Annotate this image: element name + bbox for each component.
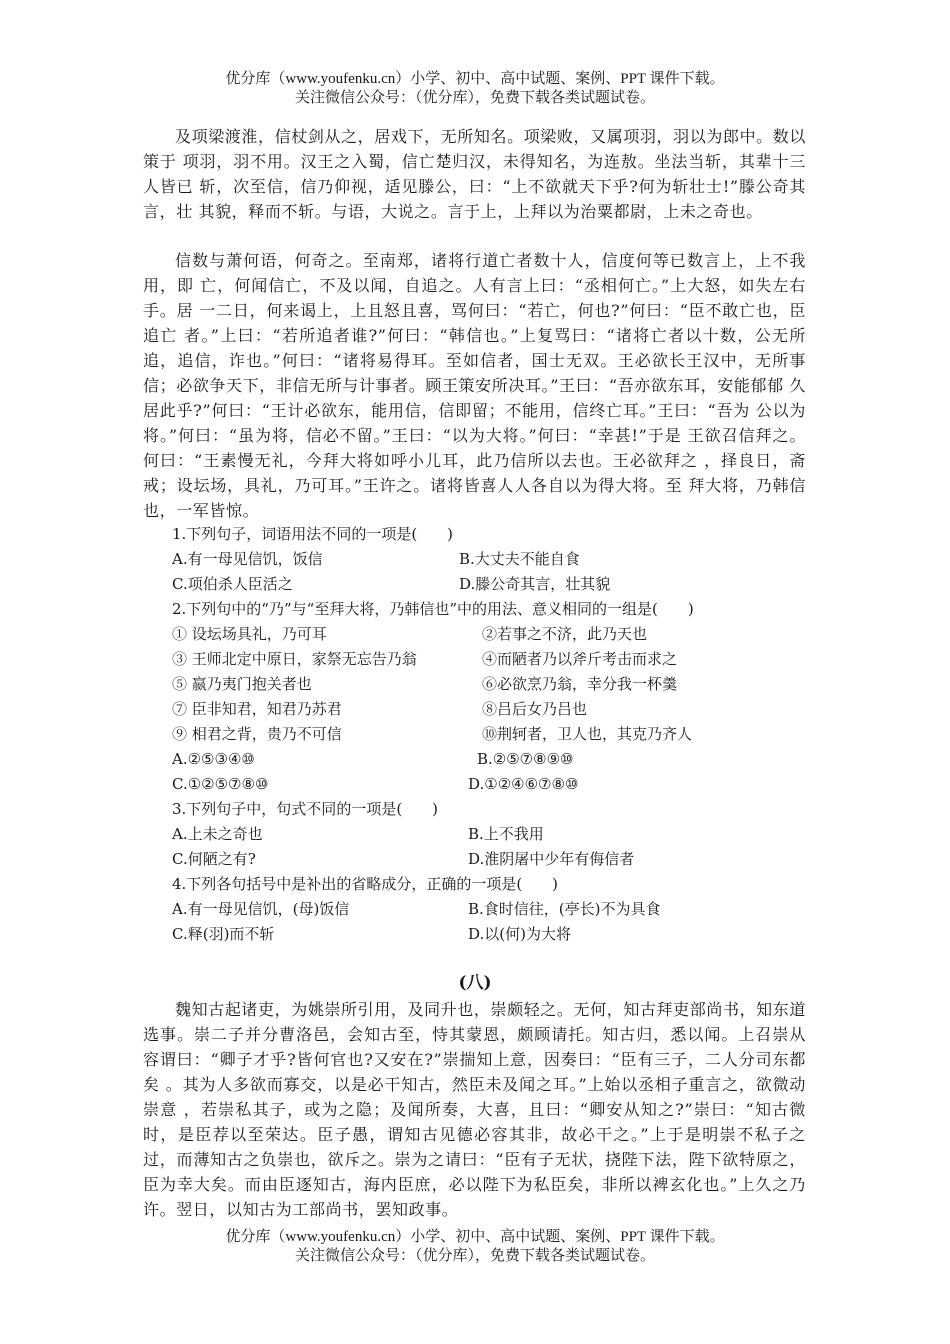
q2-items-row-3 (172, 672, 812, 697)
q1-option-d: D.滕公奇其言，壮其貌 (459, 575, 611, 593)
section-title: (八) (458, 973, 492, 993)
q3-option-b: B.上不我用 (468, 825, 544, 843)
q2-option-b: B.②⑤⑦⑧⑨⑩ (477, 750, 574, 768)
q3-options-row-2 (172, 847, 812, 872)
question-block (172, 522, 812, 947)
q4-option-c: C.释(羽)而不斩 (172, 925, 275, 943)
q4-option-b: B.食时信往，(亭长)不为具食 (468, 900, 661, 918)
q2-options-row-1 (172, 747, 812, 772)
q2-item: ⑧吕后女乃吕也 (482, 700, 588, 718)
q2-option-d: D.①②④⑥⑦⑧⑩ (468, 775, 579, 793)
q2-item: ① 设坛场具礼，乃可耳 (172, 625, 327, 643)
q1-options-row-1 (172, 547, 812, 572)
q2-options-row-2 (172, 772, 812, 797)
q2-item: ⑤ 嬴乃夷门抱关者也 (172, 675, 312, 693)
q3-options-row-1 (172, 822, 812, 847)
q3-option-d: D.淮阴屠中少年有侮信者 (468, 850, 635, 868)
q2-items-row-2 (172, 647, 812, 672)
q1-option-a: A.有一母见信饥，饭信 (172, 550, 323, 568)
q2-item: ⑩荆轲者，卫人也，其克乃齐人 (482, 725, 693, 743)
q4-option-a: A.有一母见信饥，(母)饭信 (172, 900, 350, 918)
q4-options-row-1 (172, 897, 812, 922)
passage-paragraph-2: 信数与萧何语，何奇之。至南郑，诸将行道亡者数十人，信度何等已数言上，上不我用，即 亡，何闻信亡，不及以闻，自追之。人有言上曰：“丞相何亡。”上大怒，如失左右手。居 一二日，何来谒上，上且怒且喜，骂何曰：“若亡，何也?”何曰：“臣不敢亡也，臣追亡 者。”上曰：“若所追者谁?”何曰：“韩信也。”上复骂曰：“诸将亡者以十数，公无所 追，追信，诈也。”何曰：“诸将易得耳。至如信者，国士无双。王必欲长王汉中，无所事 信；必欲争天下，非信无所与计事者。顾王策安所决耳。”王曰：“吾亦欲东耳，安能郁郁 久居此乎?”何曰：“王计必欲东，能用信，信即留；不能用，信终亡耳。”王曰：“吾为 公以为将。”何曰：“虽为将，信必不留。”王曰：“以为大将。”何曰：“幸甚!”于是 王欲召信拜之。何曰：“王素慢无礼，今拜大将如呼小儿耳，此乃信所以去也。王必欲拜之 ，择良日，斋戒；设坛场，具礼，乃可耳。”王许之。诸将皆喜人人各自以为得大将。至 拜大将，乃韩信也，一军皆惊。 (143, 251, 806, 520)
q2-items-row-5 (172, 722, 812, 747)
q2-item: ⑨ 相君之背，贵乃不可信 (172, 725, 342, 743)
q1-options-row-2 (172, 572, 812, 597)
q3-stem: 3.下列句子中，句式不同的一项是( ) (172, 800, 439, 818)
q4-option-d: D.以(何)为大将 (468, 925, 571, 943)
q1-option-b: B.大丈夫不能自食 (459, 550, 580, 568)
q3-option-c: C.何陋之有? (172, 850, 256, 868)
q2-item: ④而陋者乃以斧斤考击而求之 (482, 650, 678, 668)
footer-line-1: 优分库（www.youfenku.cn）小学、初中、高中试题、案例、PPT 课件下载。 (225, 1229, 725, 1245)
footer-line-2: 关注微信公众号：（优分库），免费下载各类试题试卷。 (294, 1248, 655, 1264)
q3-option-a: A.上未之奇也 (172, 825, 263, 843)
q2-items-row-4 (172, 697, 812, 722)
q2-item: ⑥必欲烹乃翁，幸分我一杯羹 (482, 675, 678, 693)
passage-paragraph-1: 及项梁渡淮，信杖剑从之，居戏下，无所知名。项梁败，又属项羽，羽以为郎中。数以策于 项羽，羽不用。汉王之入蜀，信亡楚归汉，未得知名，为连敖。坐法当斩，其辈十三人皆已 斩，次至信，信乃仰视，适见滕公，曰：“上不欲就天下乎?何为斩壮士!”滕公奇其言，壮 其貌，释而不斩。与语，大说之。言于上，上拜以为治粟都尉，上未之奇也。 (143, 127, 806, 221)
q2-items-row-1 (172, 622, 812, 647)
header-line-1: 优分库（www.youfenku.cn）小学、初中、高中试题、案例、PPT 课件下载。 (225, 71, 725, 87)
q2-item: ②若事之不济，此乃天也 (482, 625, 648, 643)
q2-stem: 2.下列句中的“乃”与“至拜大将，乃韩信也”中的用法、意义相同的一组是( ) (172, 600, 694, 618)
section8-paragraph: 魏知古起诸吏，为姚崇所引用，及同升也，崇颇轻之。无何，知古拜吏部尚书，知东道选事。崇二子并分曹洛邑，会知古至，恃其蒙恩，颇顾请托。知古归，悉以闻。上召崇从容谓曰：“卿子才乎?皆何官也?又安在?”崇揣知上意，因奏曰：“臣有三子，二人分司东都矣 。其为人多欲而寡交，以是必干知古，然臣未及闻之耳。”上始以丞相子重言之，欲微动崇意 ，若崇私其子，或为之隐；及闻所奏，大喜，且曰：“卿安从知之?”崇曰：“知古微时，是臣荐以至荣达。臣子愚，谓知古见德必容其非，故必干之。”上于是明崇不私子之过，而薄知古之负崇也，欲斥之。崇为之请曰：“臣有子无状，挠陛下法，陛下欲特原之，臣为幸大矣。而由臣逐知古，海内臣庶，必以陛下为私臣矣，非所以裨玄化也。”上久之乃许。翌日，以知古为工部尚书，罢知政事。 (143, 1000, 806, 1219)
page-footer (0, 1228, 950, 1266)
q2-item: ③ 王师北定中原日，家祭无忘告乃翁 (172, 650, 417, 668)
q2-option-c: C.①②⑤⑦⑧⑩ (172, 775, 269, 793)
q4-options-row-2 (172, 922, 812, 947)
page-header (0, 70, 950, 108)
q2-option-a: A.②⑤③④⑩ (172, 750, 255, 768)
q4-stem: 4.下列各句括号中是补出的省略成分，正确的一项是( ) (172, 875, 559, 893)
q1-stem: 1.下列句子，词语用法不同的一项是( ) (172, 525, 454, 543)
q1-option-c: C.项伯杀人臣活之 (172, 575, 293, 593)
q2-item: ⑦ 臣非知君，知君乃苏君 (172, 700, 342, 718)
header-line-2: 关注微信公众号：（优分库），免费下载各类试题试卷。 (294, 90, 655, 106)
